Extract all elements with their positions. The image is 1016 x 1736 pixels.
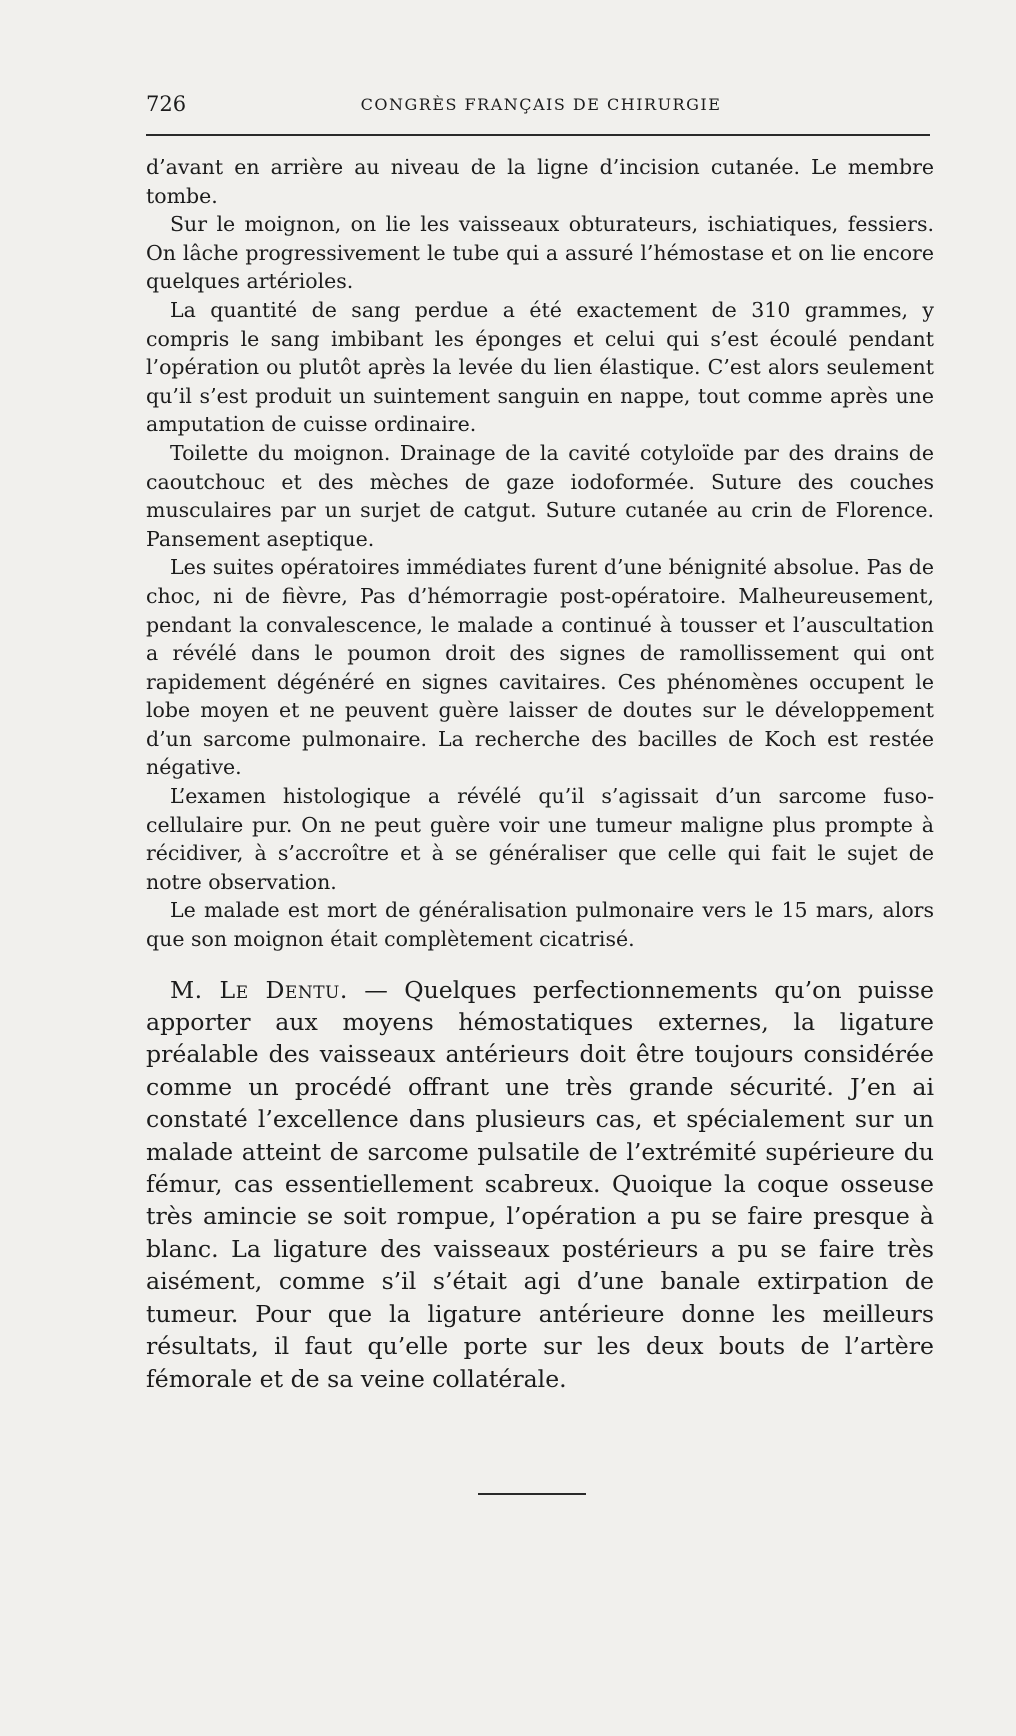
paragraph: L’examen histologique a révélé qu’il s’agissait d’un sarcome fuso-cellulaire pur. On ne peut guère voir une tumeur maligne plus prompte à récidiver, à s’accroître et à se généraliser que celle qui fait le sujet de notre observation. [146, 784, 934, 894]
section-end-rule [478, 1493, 586, 1495]
running-title: CONGRÈS FRANÇAIS DE CHIRURGIE [360, 95, 722, 114]
paragraph: La quantité de sang perdue a été exactement de 310 grammes, y compris le sang imbibant les éponges et celui qui s’est écoulé pendant l’opération ou plutôt après la levée du lien élastique. C’est alors seulement qu’il s’est produit un suintement sanguin en nappe, tout comme après une amputation de cuisse ordinaire. [146, 297, 934, 437]
body-text [146, 153, 934, 1395]
paragraph: d’avant en arrière au niveau de la ligne d’incision cutanée. Le membre tombe. [146, 155, 934, 208]
paragraph: Le malade est mort de généralisation pulmonaire vers le 15 mars, alors que son moignon était complètement cicatrisé. [146, 898, 934, 952]
speech-text: — Quelques perfectionnements qu’on puisse apporter aux moyens hémostatiques externes, la ligature préalable des vaisseaux antérieurs doit être toujours considérée comme un procédé offrant une très grande sécurité. J’en ai constaté l’excellence dans plusieurs cas, et spécialement sur un malade atteint de sarcome pulsatile de l’extrémité supérieure du fémur, cas essentiellement scabreux. Quoique la coque osseuse très amincie se soit rompue, l’opération a pu se faire presque à blanc. La ligature des vaisseaux postérieurs a pu se faire très aisément, comme s’il s’était agi d’une banale extirpation de tumeur. Pour que la ligature antérieure donne les meilleurs résultats, il faut qu’elle porte sur les deux bouts de l’artère fémorale et de sa veine collatérale. [146, 975, 934, 1393]
paragraph: Les suites opératoires immédiates furent d’une bénignité absolue. Pas de choc, ni de fièvre, Pas d’hémorragie post-opératoire. Malheureusement, pendant la convalescence, le malade a continué à tousser et l’auscultation a révélé dans le poumon droit des signes de ramollissement qui ont rapidement dégénéré en signes cavitaires. Ces phénomènes occupent le lobe moyen et ne peuvent guère laisser de doutes sur le développement d’un sarcome pulmonaire. La recherche des bacilles de Koch est restée négative. [146, 555, 934, 780]
speaker-name: M. Le Dentu. [170, 975, 348, 1004]
discussion [146, 974, 934, 1395]
page-header [146, 92, 936, 122]
paragraph: Toilette du moignon. Drainage de la cavité cotyloïde par des drains de caoutchouc et des mèches de gaze iodoformée. Suture des couches musculaires par un surjet de catgut. Suture cutanée au crin de Florence. Pansement aseptique. [146, 440, 934, 551]
speech-paragraph [146, 974, 934, 1395]
paragraph: Sur le moignon, on lie les vaisseaux obturateurs, ischiatiques, fessiers. On lâche progressivement le tube qui a assuré l’hémostase et on lie encore quelques artérioles. [146, 212, 934, 294]
page-number: 726 [146, 92, 187, 116]
header-rule [146, 134, 930, 136]
case-report [146, 153, 934, 954]
